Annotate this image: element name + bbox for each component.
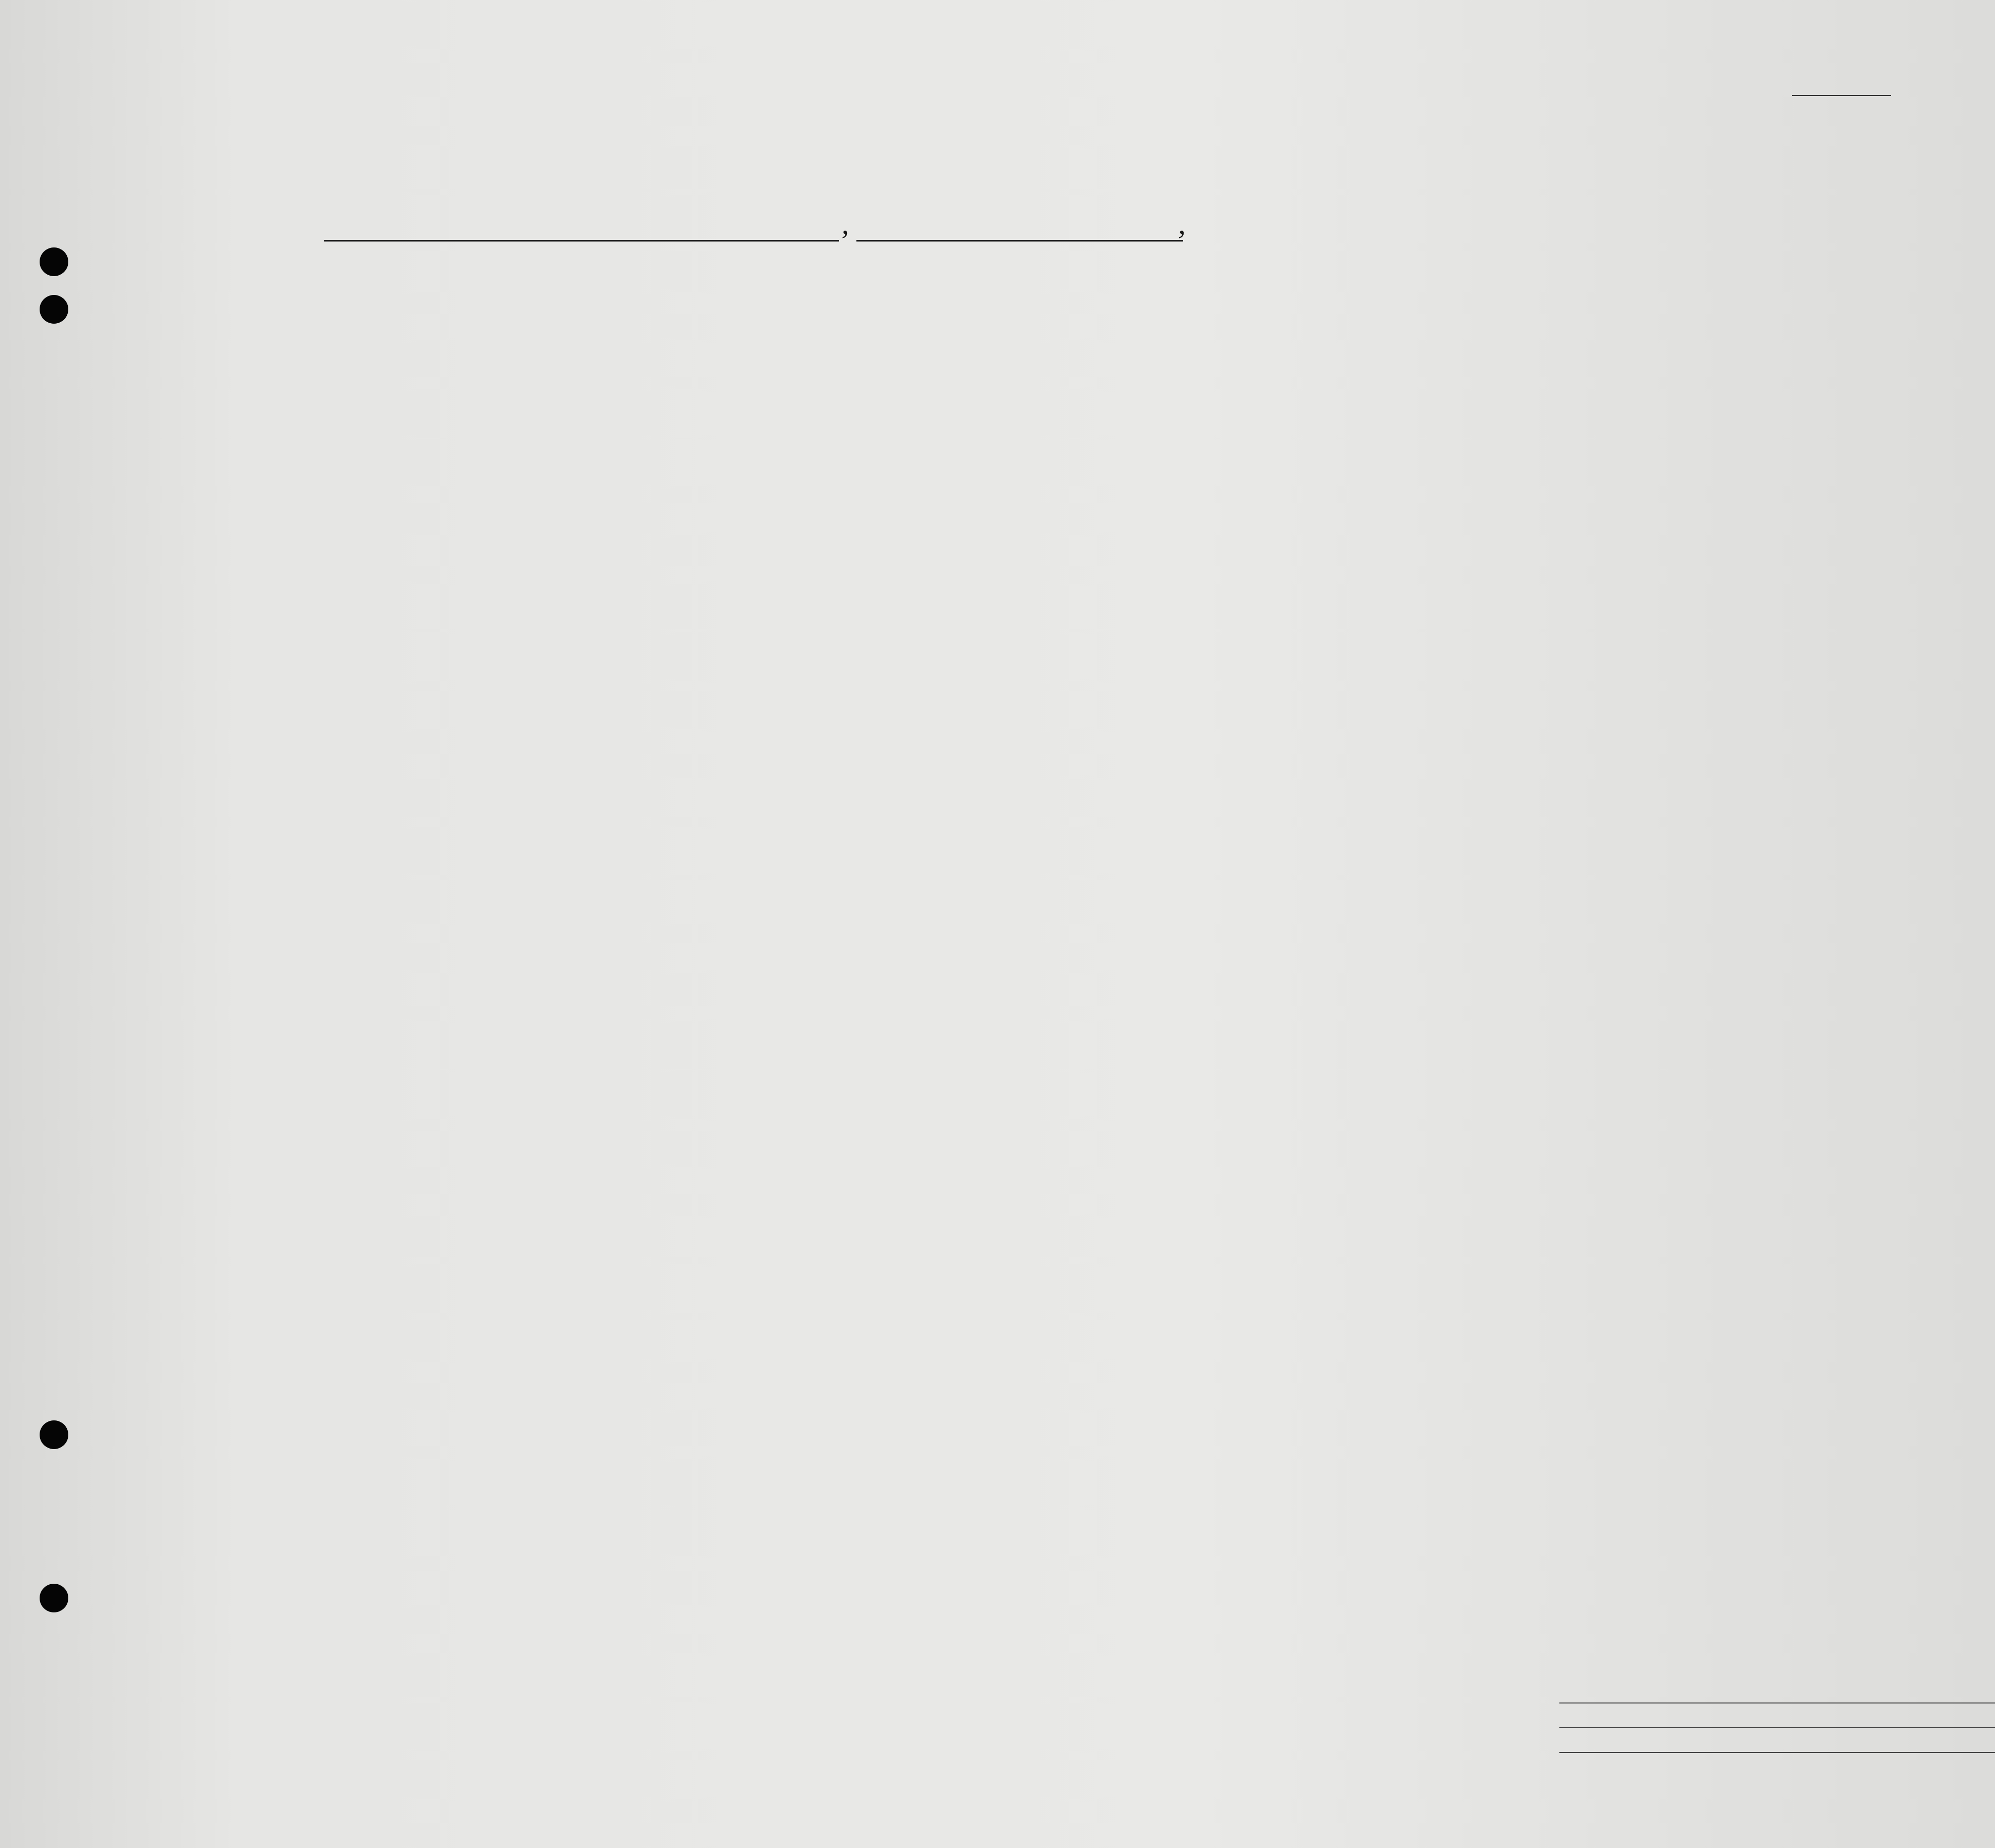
manifest-sheet: , , [0,0,1995,1848]
